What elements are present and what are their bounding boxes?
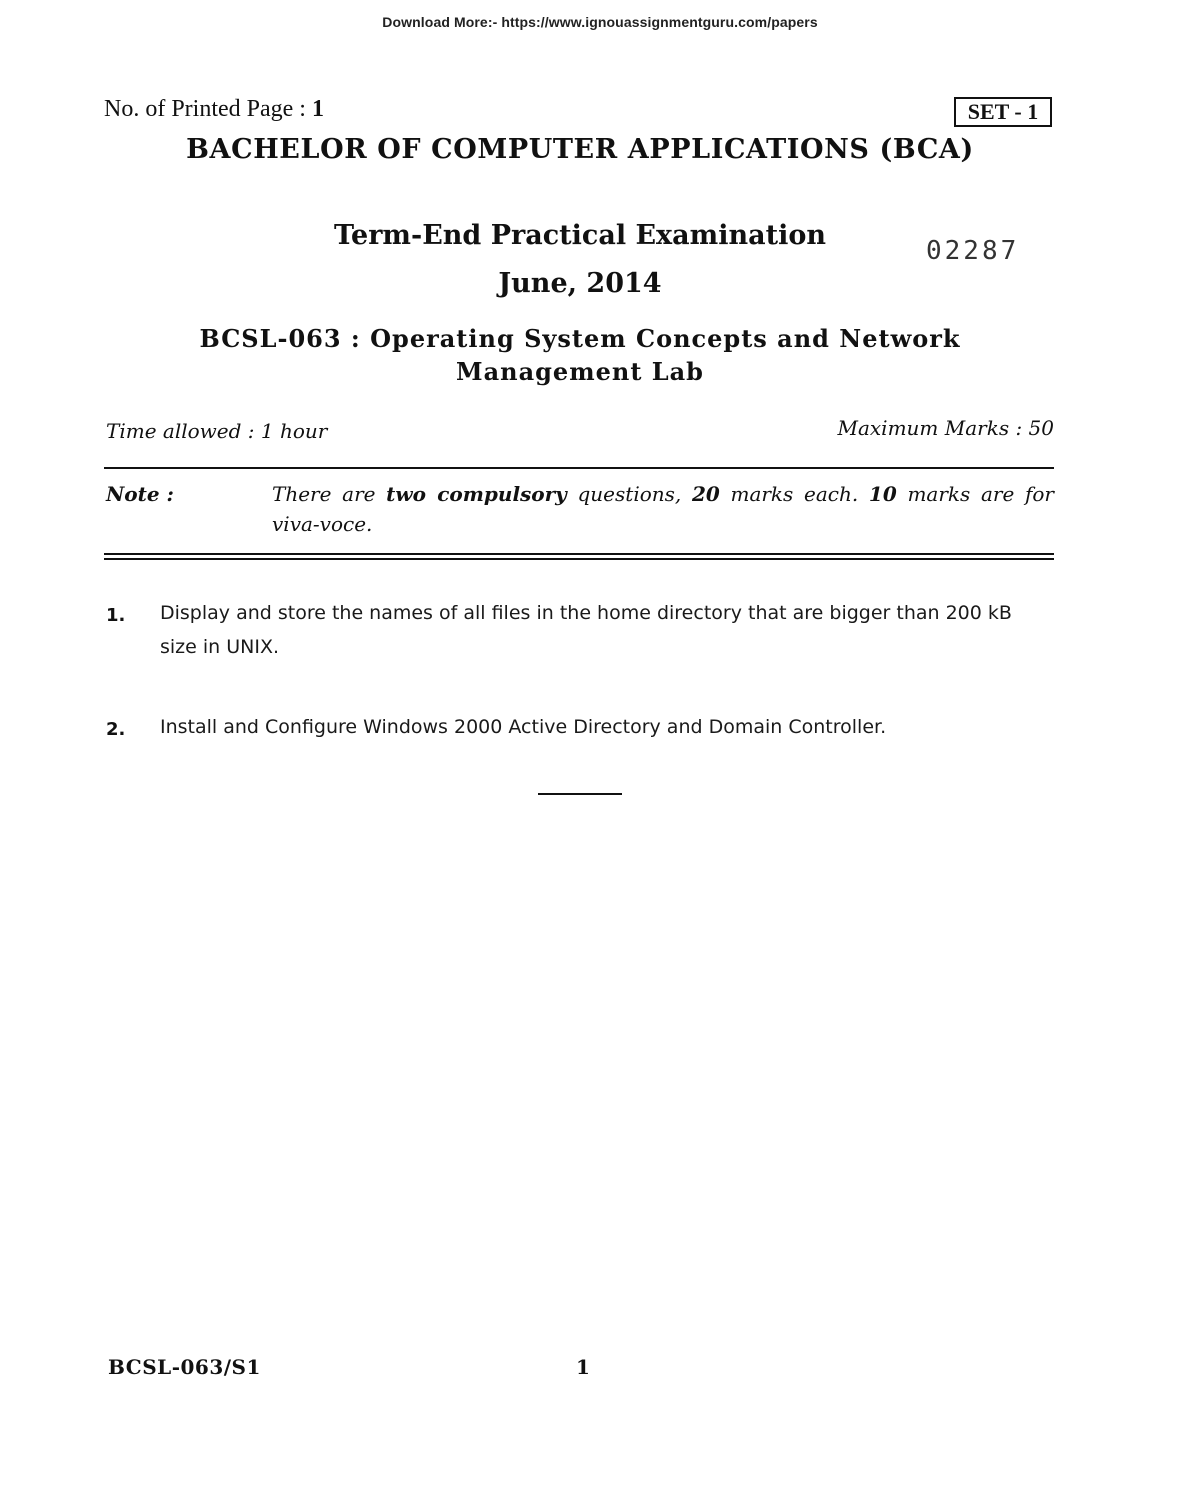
download-banner: Download More:- https://www.ignouassignmentguru.com/papers: [382, 14, 818, 30]
maximum-marks: Maximum Marks : 50: [837, 416, 1054, 440]
exam-date: June, 2014: [498, 268, 662, 299]
note-text-part: marks are for viva-voce.: [272, 482, 1054, 536]
note-label: Note :: [106, 482, 174, 506]
note-text-part: marks each.: [719, 482, 869, 506]
time-allowed: Time allowed : 1 hour: [106, 419, 328, 443]
exam-title: Term-End Practical Examination: [334, 220, 826, 251]
bottom-divider: [104, 553, 1054, 555]
course-title-line-1: BCSL-063 : Operating System Concepts and Network: [199, 324, 961, 353]
top-divider: [104, 467, 1054, 469]
note-text: [272, 479, 1054, 539]
footer-paper-code: BCSL-063/S1: [108, 1355, 261, 1379]
note-text-part: There are: [272, 482, 387, 506]
question-text: Display and store the names of all files in the home directory that are bigger than 200 kB size in UNIX.: [160, 602, 1012, 658]
paper-code-number: 02287: [926, 236, 1020, 266]
footer-page-number: 1: [576, 1355, 590, 1379]
question-number: 2.: [106, 719, 126, 740]
printed-page-count: [104, 96, 324, 123]
question-text: Install and Configure Windows 2000 Active Directory and Domain Controller.: [160, 716, 887, 738]
course-title: [0, 322, 1160, 388]
set-badge: SET - 1: [954, 97, 1052, 127]
note-text-part: questions,: [566, 482, 692, 506]
question-number: 1.: [106, 605, 126, 626]
course-title-line-2: Management Lab: [456, 357, 704, 386]
note-emphasis: two compulsory: [386, 482, 567, 506]
note-emphasis: 20: [691, 482, 720, 506]
note-emphasis: 10: [868, 482, 897, 506]
program-title: BACHELOR OF COMPUTER APPLICATIONS (BCA): [186, 134, 974, 165]
bottom-divider-double: [104, 558, 1054, 560]
printed-page-label: No. of Printed Page :: [104, 96, 312, 122]
end-of-paper-rule: [538, 793, 622, 795]
printed-page-value: 1: [311, 96, 324, 122]
